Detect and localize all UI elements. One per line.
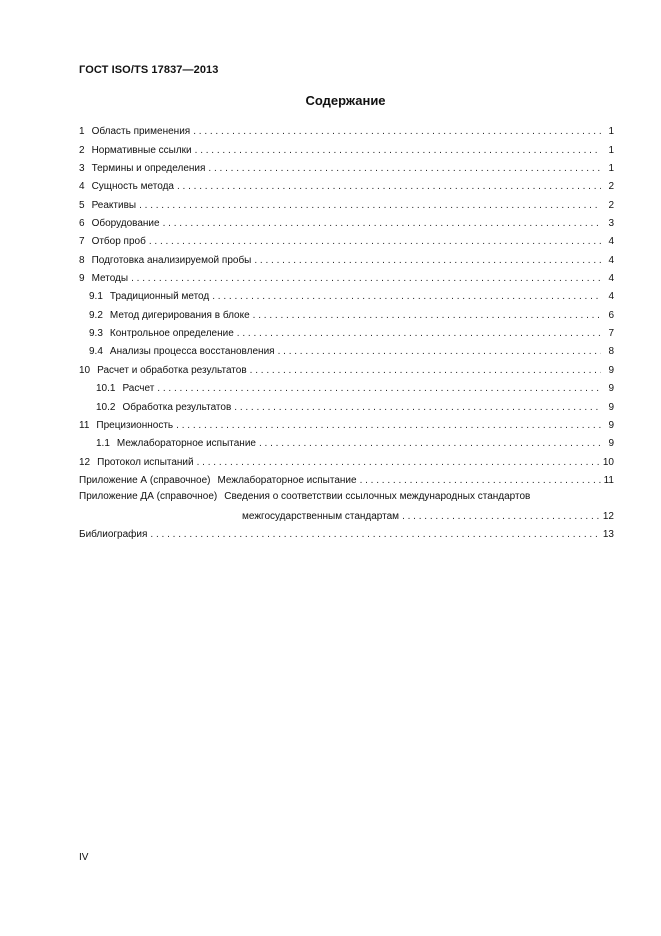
toc-entry-page: 7 xyxy=(608,328,614,340)
toc-entry-label: Межлабораторное испытание xyxy=(217,474,357,486)
toc-dot-leader xyxy=(253,310,601,322)
toc-entry-label: Реактивы xyxy=(91,199,137,211)
toc-entry-label: Межлабораторное испытание xyxy=(116,438,256,450)
toc-entry[interactable] xyxy=(79,138,614,156)
toc-entry[interactable] xyxy=(79,377,614,395)
toc-entry-annex-da[interactable] xyxy=(79,487,614,523)
toc-entry[interactable] xyxy=(79,414,614,432)
toc-entry[interactable] xyxy=(79,432,614,450)
toc-entry-label: Расчет xyxy=(122,383,155,395)
toc-entry-page: 9 xyxy=(608,364,614,376)
toc-entry-number: 10 xyxy=(79,364,91,376)
toc-entry-number: 1.1 xyxy=(96,438,110,450)
toc-entry-page: 9 xyxy=(608,401,614,413)
toc-entry[interactable] xyxy=(79,322,614,340)
toc-entry[interactable] xyxy=(79,340,614,358)
toc-entry-page: 4 xyxy=(608,254,614,266)
toc-entry-page: 10 xyxy=(602,456,614,468)
toc-entry-page: 2 xyxy=(608,181,614,193)
toc-entry-page: 1 xyxy=(608,163,614,175)
toc-entry-label: Термины и определения xyxy=(91,163,206,175)
toc-entry[interactable] xyxy=(79,193,614,211)
toc-entry[interactable] xyxy=(79,395,614,413)
toc-entry-number: 1 xyxy=(79,126,85,138)
toc-entry-label: Методы xyxy=(91,273,129,285)
toc-dot-leader xyxy=(149,236,601,248)
toc-entry-label: Метод дигерирования в блоке xyxy=(109,309,250,321)
toc-entry-page: 4 xyxy=(608,291,614,303)
toc-entry-label: Анализы процесса восстановления xyxy=(109,346,275,358)
toc-entry-page: 13 xyxy=(602,529,614,541)
toc-entry[interactable] xyxy=(79,120,614,138)
toc-dot-leader xyxy=(176,420,601,432)
toc-entry-number: 10.1 xyxy=(96,383,116,395)
toc-dot-leader xyxy=(193,126,601,138)
toc-entry-page: 4 xyxy=(608,273,614,285)
toc-entry[interactable] xyxy=(79,303,614,321)
toc-dot-leader xyxy=(208,163,601,175)
toc-entry-number: 8 xyxy=(79,254,85,266)
toc-entry-page: 2 xyxy=(608,199,614,211)
toc-dot-leader xyxy=(163,218,601,230)
toc-dot-leader xyxy=(150,529,599,541)
table-of-contents xyxy=(79,120,614,541)
toc-entry-number: 9.4 xyxy=(89,346,103,358)
page-number: IV xyxy=(79,852,89,863)
toc-dot-leader xyxy=(259,438,601,450)
toc-entry-page: 9 xyxy=(608,438,614,450)
toc-entry-number: 3 xyxy=(79,163,85,175)
toc-dot-leader xyxy=(157,383,601,395)
toc-entry-page: 3 xyxy=(608,218,614,230)
toc-entry-label: Расчет и обработка результатов xyxy=(97,364,247,376)
toc-entry[interactable] xyxy=(79,157,614,175)
toc-entry[interactable] xyxy=(79,212,614,230)
toc-entry[interactable] xyxy=(79,230,614,248)
toc-entry-page: 8 xyxy=(608,346,614,358)
toc-entry-number: 9.2 xyxy=(89,309,103,321)
toc-entry-label-continued: межгосударственным стандартам xyxy=(242,510,400,522)
toc-dot-leader xyxy=(195,145,601,157)
toc-entry-number: Приложение ДА (справочное) xyxy=(79,490,218,502)
toc-entry-label: Протокол испытаний xyxy=(97,456,194,468)
toc-entry-label: Область применения xyxy=(91,126,191,138)
toc-dot-leader xyxy=(278,346,601,358)
toc-dot-leader xyxy=(131,273,601,285)
toc-entry-number: 5 xyxy=(79,199,85,211)
toc-entry-number: 9.3 xyxy=(89,328,103,340)
toc-entry-page: 9 xyxy=(608,419,614,431)
toc-dot-leader xyxy=(212,291,601,303)
toc-entry-label: Отбор проб xyxy=(91,236,146,248)
toc-dot-leader xyxy=(360,475,601,487)
toc-entry-page: 6 xyxy=(608,309,614,321)
toc-entry[interactable] xyxy=(79,285,614,303)
toc-entry-label: Сведения о соответствии ссылочных международных стандартов xyxy=(224,490,531,502)
toc-entry-page: 1 xyxy=(608,126,614,138)
toc-entry-label: Сущность метода xyxy=(91,181,174,193)
toc-entry-number: 9 xyxy=(79,273,85,285)
toc-entry-number: 4 xyxy=(79,181,85,193)
toc-entry-number: 10.2 xyxy=(96,401,116,413)
toc-entry-page: 9 xyxy=(608,383,614,395)
document-code: ГОСТ ISO/TS 17837—2013 xyxy=(79,64,219,76)
toc-entry[interactable] xyxy=(79,248,614,266)
toc-entry-page: 4 xyxy=(608,236,614,248)
toc-entry-page: 1 xyxy=(608,144,614,156)
toc-entry-number: 2 xyxy=(79,144,85,156)
toc-entry-page: 11 xyxy=(603,474,614,486)
toc-entry-number: Приложение А (справочное) xyxy=(79,474,211,486)
toc-dot-leader xyxy=(139,200,601,212)
toc-entry-label: Контрольное определение xyxy=(109,328,234,340)
toc-title: Содержание xyxy=(305,93,386,108)
toc-dot-leader xyxy=(197,457,600,469)
toc-entry[interactable] xyxy=(79,267,614,285)
toc-entry-label: Нормативные ссылки xyxy=(91,144,192,156)
toc-entry-label: Обработка результатов xyxy=(122,401,232,413)
toc-entry-bibliography[interactable] xyxy=(79,523,614,541)
toc-entry[interactable] xyxy=(79,358,614,376)
toc-dot-leader xyxy=(254,255,601,267)
toc-entry[interactable] xyxy=(79,469,614,487)
toc-entry-label: Библиография xyxy=(79,529,148,541)
toc-dot-leader xyxy=(250,365,601,377)
toc-entry-number: 9.1 xyxy=(89,291,103,303)
toc-entry[interactable] xyxy=(79,450,614,468)
toc-dot-leader xyxy=(237,328,601,340)
toc-entry-label: Оборудование xyxy=(91,218,160,230)
toc-dot-leader xyxy=(234,402,601,414)
toc-entry-label: Подготовка анализируемой пробы xyxy=(91,254,252,266)
toc-entry-number: 12 xyxy=(79,456,91,468)
toc-entry-number: 7 xyxy=(79,236,85,248)
toc-dot-leader xyxy=(177,181,601,193)
toc-entry-label: Прецизионность xyxy=(96,419,174,431)
toc-entry-number: 6 xyxy=(79,218,85,230)
toc-entry-page: 12 xyxy=(602,510,614,522)
toc-dot-leader xyxy=(402,511,600,523)
toc-entry-label: Традиционный метод xyxy=(109,291,210,303)
toc-entry-number: 11 xyxy=(79,419,90,431)
toc-entry[interactable] xyxy=(79,175,614,193)
